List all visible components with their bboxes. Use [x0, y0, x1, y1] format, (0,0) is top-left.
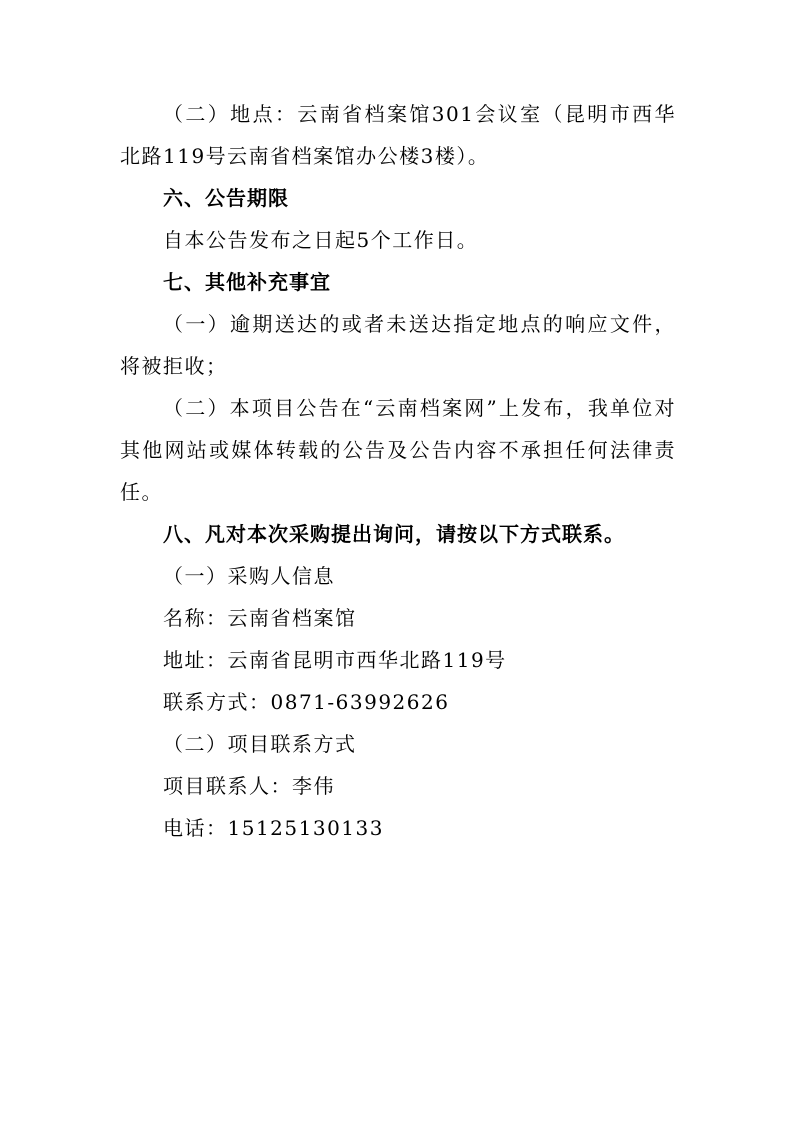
meeting-location-paragraph: （二）地点：云南省档案馆301会议室（昆明市西华北路119号云南省档案馆办公楼3楼）。 [120, 102, 676, 168]
late-submission-paragraph: （一）逾期送达的或者未送达指定地点的响应文件，将被拒收； [120, 312, 676, 378]
purchaser-info-title: （一）采购人信息 [163, 564, 335, 588]
purchaser-name: 名称：云南省档案馆 [163, 606, 357, 630]
publication-disclaimer-paragraph: （二）本项目公告在“云南档案网”上发布，我单位对其他网站或媒体转载的公告及公告内容不承担任何法律责任。 [120, 396, 676, 504]
project-contact-title: （二）项目联系方式 [163, 732, 357, 756]
document-body [120, 93, 676, 849]
notice-period-paragraph: 自本公告发布之日起5个工作日。 [163, 228, 479, 252]
section-7-heading: 七、其他补充事宜 [163, 270, 331, 294]
section-6-heading: 六、公告期限 [163, 186, 289, 210]
purchaser-address: 地址：云南省昆明市西华北路119号 [163, 648, 507, 672]
project-contact-phone: 电话：15125130133 [163, 816, 384, 840]
project-contact-person: 项目联系人：李伟 [163, 774, 335, 798]
section-8-heading: 八、凡对本次采购提出询问，请按以下方式联系。 [163, 522, 625, 546]
purchaser-phone: 联系方式：0871-63992626 [163, 690, 450, 714]
